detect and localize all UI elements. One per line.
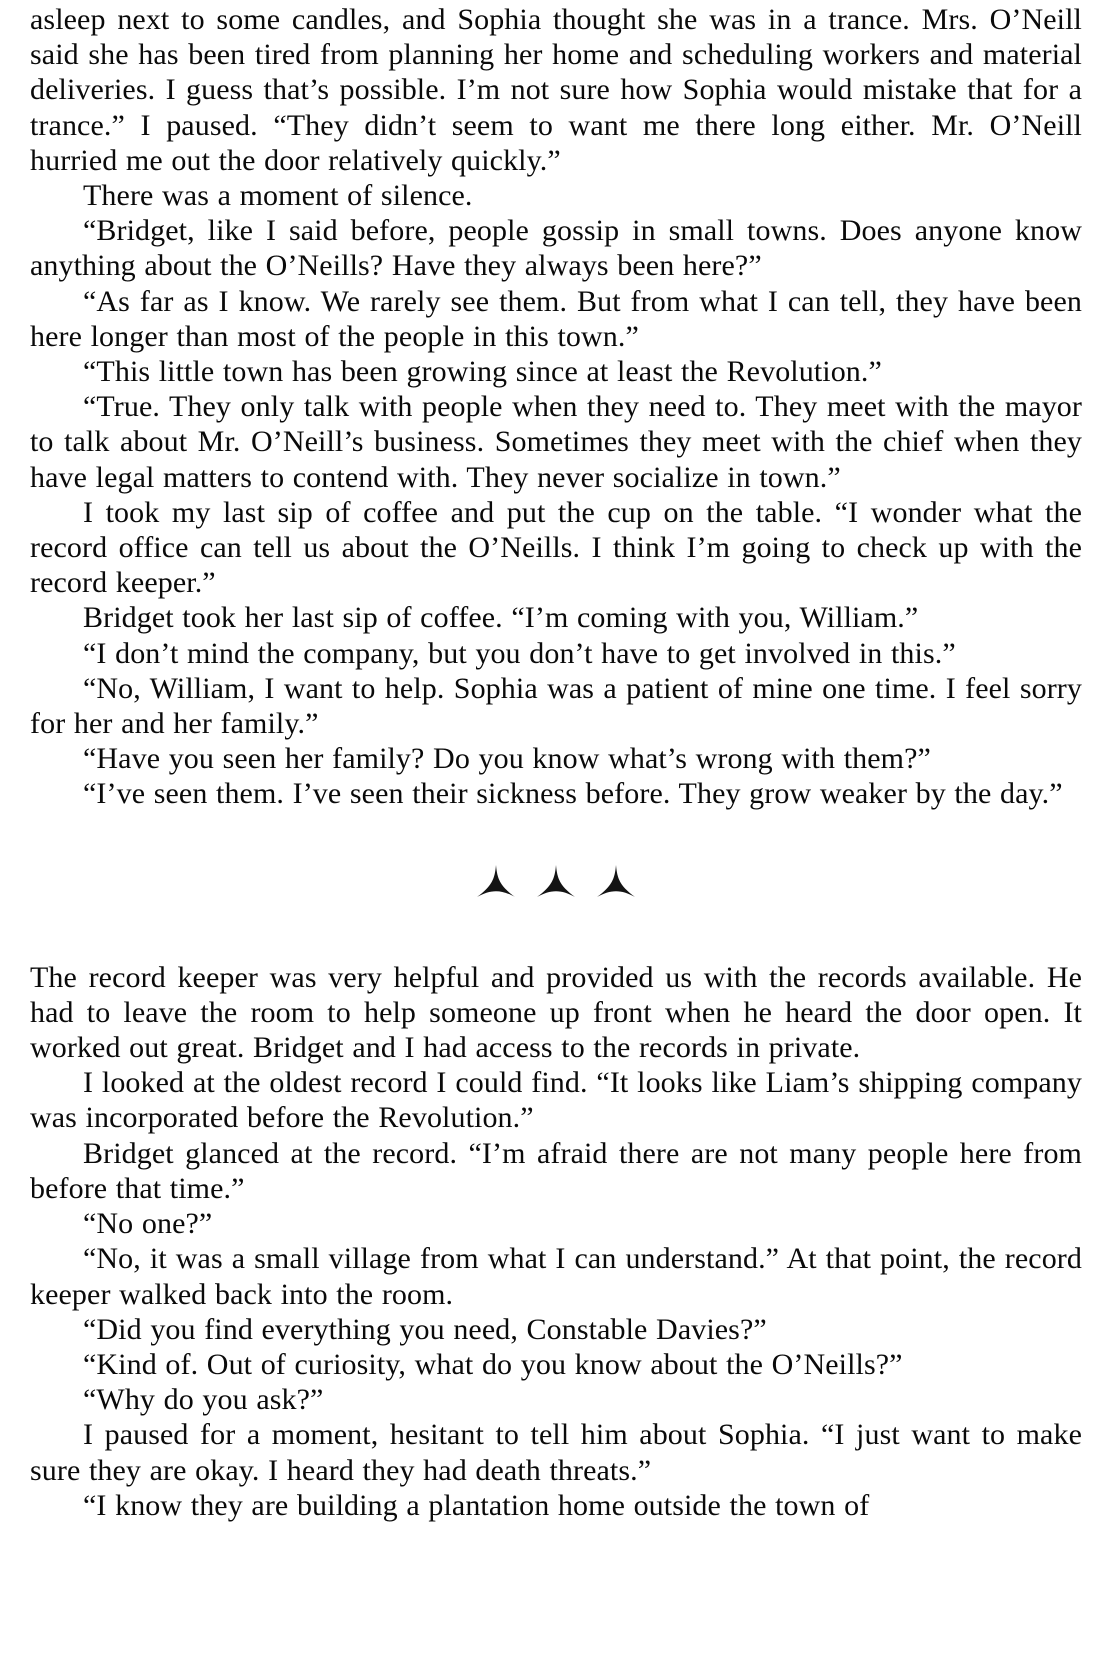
scene-break-fleuron-icon [534,865,578,907]
paragraph: “I don’t mind the company, but you don’t have to get involved in this.” [83,636,956,670]
paragraphs [30,2,1082,1523]
paragraph: There was a moment of silence. [83,179,473,213]
paragraph: I took my last sip of coffee and put the cup on the table. “I wonder what the record office can tell us about the O’Neills. I think I’m going to check up with the record keeper.” [30,495,1082,600]
paragraph: The record keeper was very helpful and provided us with the records available. He had to leave the room to help someone up front when he heard the door open. It worked out great. Bridget and I had access to the records in private. [30,960,1082,1065]
paragraph: “Why do you ask?” [83,1383,324,1417]
paragraph: “As far as I know. We rarely see them. But from what I can tell, they have been here longer than most of the people in this town.” [30,284,1082,353]
scene-break [30,812,1082,960]
paragraph: “Bridget, like I said before, people gossip in small towns. Does anyone know anything about the O’Neills? Have they always been here?” [30,214,1082,283]
paragraph: “Have you seen her family? Do you know what’s wrong with them?” [83,742,931,776]
paragraph: Bridget took her last sip of coffee. “I’m coming with you, William.” [83,601,919,635]
scene-break-fleuron-icon [594,865,638,907]
paragraph: asleep next to some candles, and Sophia thought she was in a trance. Mrs. O’Neill said she has been tired from planning her home and scheduling workers and material deliveries. I guess that’s possible. I’m not sure how Sophia would mistake that for a trance.” I paused. “They didn’t seem to want me there long either. Mr. O’Neill hurried me out the door relatively quickly.” [30,3,1082,177]
paragraph: “No, William, I want to help. Sophia was a patient of mine one time. I feel sorry for her and her family.” [30,671,1082,741]
scene-break-fleuron-icon [474,865,518,907]
paragraph: I looked at the oldest record I could find. “It looks like Liam’s shipping company was incorporated before the Revolution.” [30,1066,1082,1135]
paragraph: Bridget glanced at the record. “I’m afraid there are not many people here from before that time.” [30,1136,1082,1205]
paragraph: “No one?” [83,1207,213,1241]
paragraph: “I know they are building a plantation home outside the town of [83,1488,870,1522]
paragraph: “Kind of. Out of curiosity, what do you know about the O’Neills?” [83,1347,903,1381]
paragraph: “True. They only talk with people when they need to. They meet with the mayor to talk about Mr. O’Neill’s business. Sometimes they meet with the chief when they have legal matters to contend with. They never socialize in town.” [30,390,1082,494]
paragraph: I paused for a moment, hesitant to tell him about Sophia. “I just want to make sure they are okay. I heard they had death threats.” [30,1418,1082,1487]
paragraph: “This little town has been growing since at least the Revolution.” [83,355,882,389]
paragraph: “Did you find everything you need, Constable Davies?” [83,1312,767,1346]
paragraph: “I’ve seen them. I’ve seen their sickness before. They grow weaker by the day.” [83,777,1063,811]
paragraph: “No, it was a small village from what I can understand.” At that point, the record keeper walked back into the room. [30,1242,1082,1311]
